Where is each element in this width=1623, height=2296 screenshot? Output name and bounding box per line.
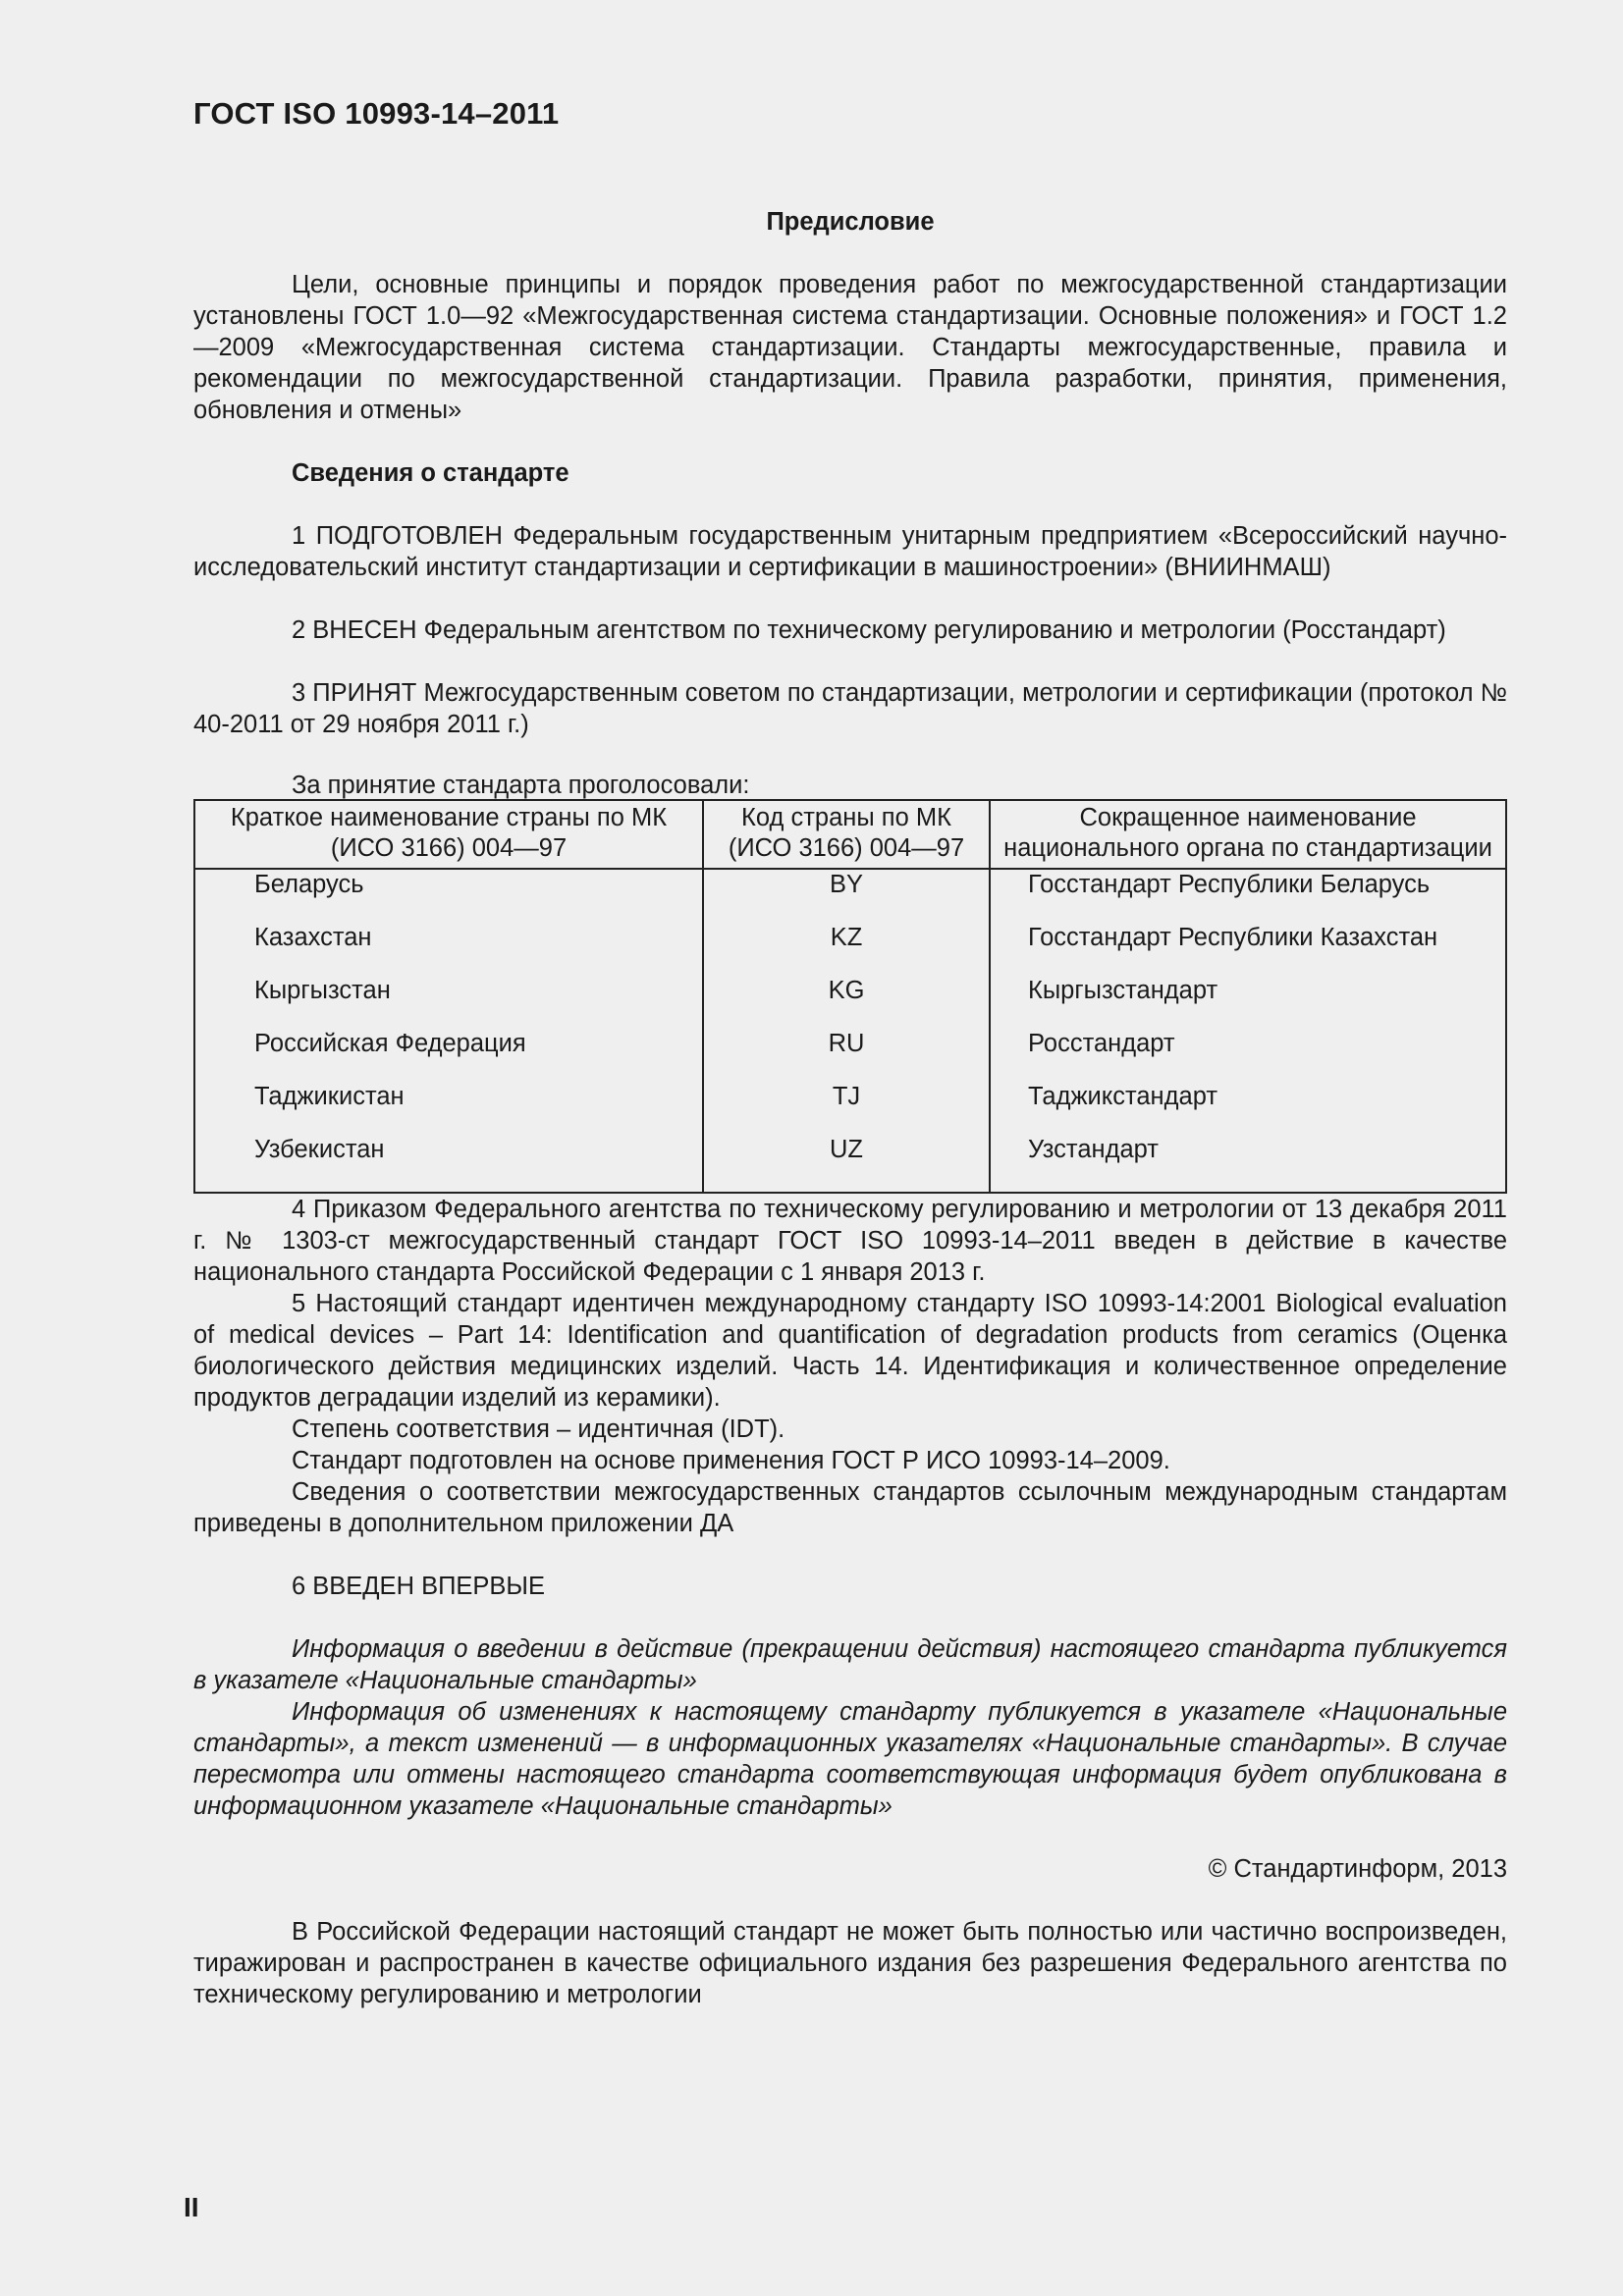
body-cell: Госстандарт Республики Казахстан <box>990 923 1506 976</box>
table-header-country: Краткое наименование страны по МК (ИСО 3166) 004—97 <box>194 800 703 869</box>
table-row <box>194 869 1506 923</box>
table-header-code: Код страны по МК (ИСО 3166) 004—97 <box>703 800 990 869</box>
code-cell: TJ <box>703 1082 990 1135</box>
preface-content <box>193 206 1507 2010</box>
body-cell: Росстандарт <box>990 1029 1506 1082</box>
info-changes: Информация об изменениях к настоящему стандарту публикуется в указателе «Национальные стандарты», а текст изменений — в информационных указателях «Национальные стандарты». В случае пересмотра или отмены настоящего стандарта соответствующая информация будет опубликована в информационном указателе «Национальные стандарты» <box>193 1698 1507 1820</box>
voting-table <box>193 799 1507 1194</box>
item-6: 6 ВВЕДЕН ВПЕРВЫЕ <box>292 1573 546 1600</box>
body-cell: Узстандарт <box>990 1135 1506 1193</box>
page-number: II <box>184 2192 199 2222</box>
body-cell: Госстандарт Республики Беларусь <box>990 869 1506 923</box>
country-cell: Таджикистан <box>194 1082 703 1135</box>
item-5: 5 Настоящий стандарт идентичен международному стандарту ISO 10993-14:2001 Biological evaluation of medical devices – Part 14: Identification and quantification of degradation products from ceramics (Оценка биологического действия медицинских изделий. Часть 14. Идентификация и количественное определение продуктов деградации изделий из керамики). <box>193 1290 1507 1412</box>
table-row <box>194 976 1506 1029</box>
code-cell: KG <box>703 976 990 1029</box>
item-3: 3 ПРИНЯТ Межгосударственным советом по стандартизации, метрологии и сертификации (протокол № 40-2011 от 29 ноября 2011 г.) <box>193 679 1507 738</box>
country-cell: Российская Федерация <box>194 1029 703 1082</box>
country-cell: Казахстан <box>194 923 703 976</box>
table-row <box>194 923 1506 976</box>
code-cell: UZ <box>703 1135 990 1193</box>
preface-intro: Цели, основные принципы и порядок проведения работ по межгосударственной стандартизации установлены ГОСТ 1.0—92 «Межгосударственная система стандартизации. Основные положения» и ГОСТ 1.2—2009 «Межгосударственная система стандартизации. Стандарты межгосударственные, правила и рекомендации по межгосударственной стандартизации. Правила разработки, принятия, применения, обновления и отмены» <box>193 271 1507 424</box>
document-header-title: ГОСТ ISO 10993-14–2011 <box>193 96 560 131</box>
code-cell: KZ <box>703 923 990 976</box>
voted-label: За принятие стандарта проголосовали: <box>292 772 750 799</box>
item-1: 1 ПОДГОТОВЛЕН Федеральным государственным унитарным предприятием «Всероссийский научно-исследовательский институт стандартизации и сертификации в машиностроении» (ВНИИНМАШ) <box>193 522 1507 581</box>
item-4: 4 Приказом Федерального агентства по техническому регулированию и метрологии от 13 декабря 2011 г. № 1303-ст межгосударственный стандарт ГОСТ ISO 10993-14–2011 введен в действие в качестве национального стандарта Российской Федерации с 1 января 2013 г. <box>193 1196 1507 1286</box>
country-cell: Кыргызстан <box>194 976 703 1029</box>
copyright: © Стандартинформ, 2013 <box>1208 1855 1507 1883</box>
code-cell: RU <box>703 1029 990 1082</box>
references-info: Сведения о соответствии межгосударственных стандартов ссылочным международным стандартам приведены в дополнительном приложении ДА <box>193 1478 1507 1537</box>
info-introduction: Информация о введении в действие (прекращении действия) настоящего стандарта публикуется в указателе «Национальные стандарты» <box>193 1635 1507 1694</box>
based-on: Стандарт подготовлен на основе применения ГОСТ Р ИСО 10993-14–2009. <box>292 1447 1170 1474</box>
table-row <box>194 1135 1506 1193</box>
country-cell: Узбекистан <box>194 1135 703 1193</box>
rights-notice: В Российской Федерации настоящий стандарт не может быть полностью или частично воспроизведен, тиражирован и распространен в качестве официального издания без разрешения Федерального агентства по техническому регулированию и метрологии <box>193 1918 1507 2008</box>
table-row <box>194 1029 1506 1082</box>
info-title: Сведения о стандарте <box>292 459 569 487</box>
table-header-row <box>194 800 1506 869</box>
code-cell: BY <box>703 869 990 923</box>
country-cell: Беларусь <box>194 869 703 923</box>
body-cell: Таджикстандарт <box>990 1082 1506 1135</box>
body-cell: Кыргызстандарт <box>990 976 1506 1029</box>
table-header-body: Сокращенное наименование национального органа по стандартизации <box>990 800 1506 869</box>
degree-of-correspondence: Степень соответствия – идентичная (IDT). <box>292 1415 785 1443</box>
table-row <box>194 1082 1506 1135</box>
preface-title: Предисловие <box>766 208 935 236</box>
item-2: 2 ВНЕСЕН Федеральным агентством по техническому регулированию и метрологии (Росстандарт) <box>292 616 1446 644</box>
